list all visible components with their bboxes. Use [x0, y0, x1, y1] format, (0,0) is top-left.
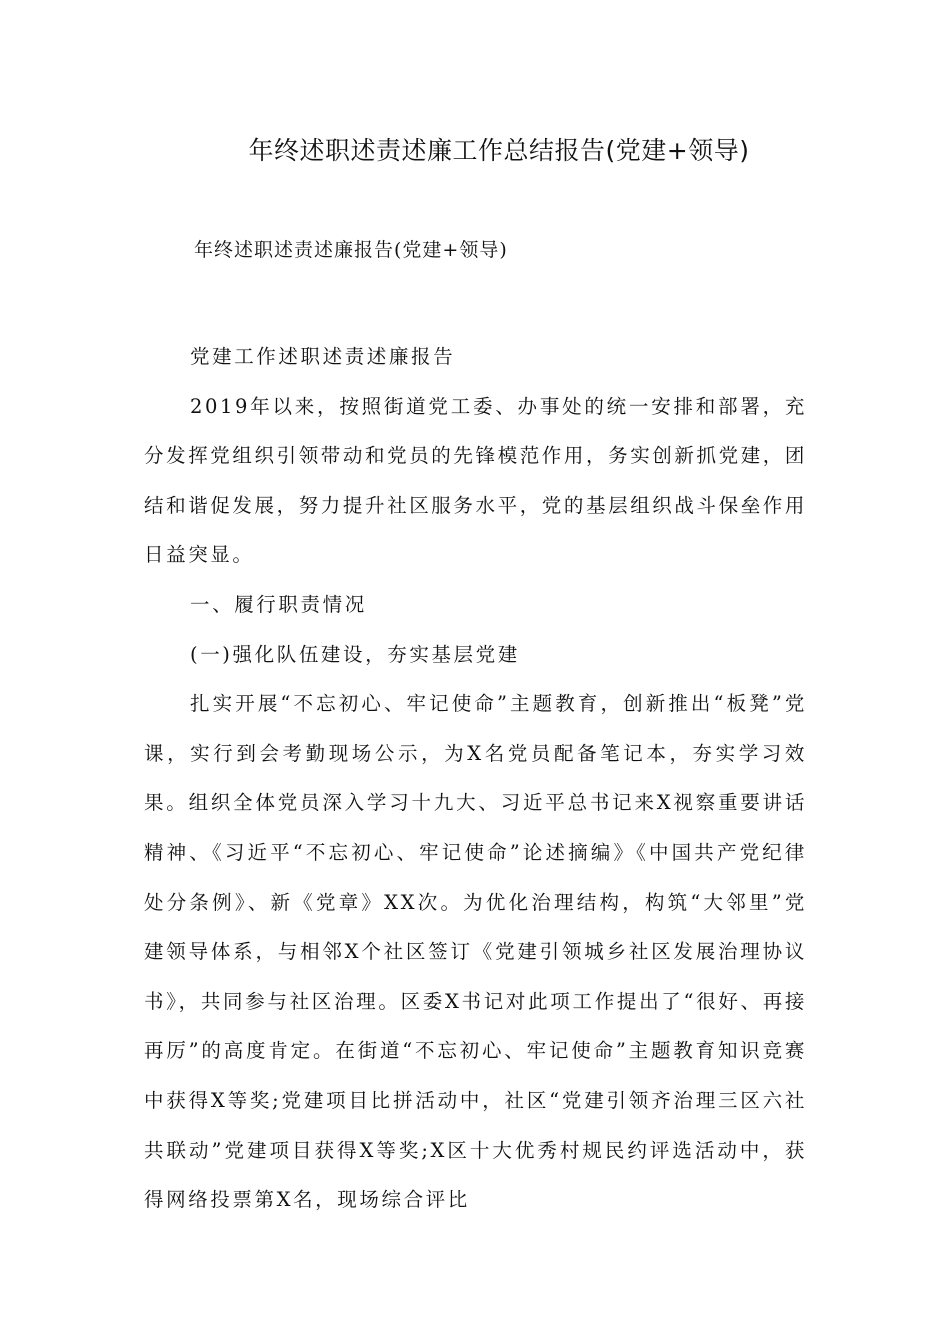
document-body — [144, 332, 807, 1225]
subsection-heading: (一)强化队伍建设，夯实基层党建 — [190, 642, 520, 666]
document-title: 年终述职述责述廉工作总结报告(党建+领导) — [248, 136, 750, 165]
section-heading: 党建工作述职述责述廉报告 — [190, 345, 456, 368]
body-paragraph: 扎实开展“不忘初心、牢记使命”主题教育，创新推出“板凳”党课，实行到会考勤现场公示，为X名党员配备笔记本，夯实学习效果。组织全体党员深入学习十九大、习近平总书记来X视察重要讲话精神、《习近平“不忘初心、牢记使命”论述摘编》《中国共产党纪律处分条例》、新《党章》XX次。为优化治理结构，构筑“大邻里”党建领导体系，与相邻X个社区签订《党建引领城乡社区发展治理协议书》，共同参与社区治理。区委X书记对此项工作提出了“很好、再接再厉”的高度肯定。在街道“不忘初心、牢记使命”主题教育知识竞赛中获得X等奖;党建项目比拼活动中，社区“党建引领齐治理三区六社共联动”党建项目获得X等奖;X区十大优秀村规民约评选活动中，获得网络投票第X名，现场综合评比 — [144, 692, 807, 1212]
document-subtitle: 年终述职述责述廉报告(党建+领导) — [194, 239, 508, 261]
section-heading: 一、履行职责情况 — [190, 592, 367, 616]
body-paragraph: 2019年以来，按照街道党工委、办事处的统一安排和部署，充分发挥党组织引领带动和党员的先锋模范作用，务实创新抓党建，团结和谐促发展，努力提升社区服务水平，党的基层组织战斗保垒作用日益突显。 — [144, 394, 808, 567]
